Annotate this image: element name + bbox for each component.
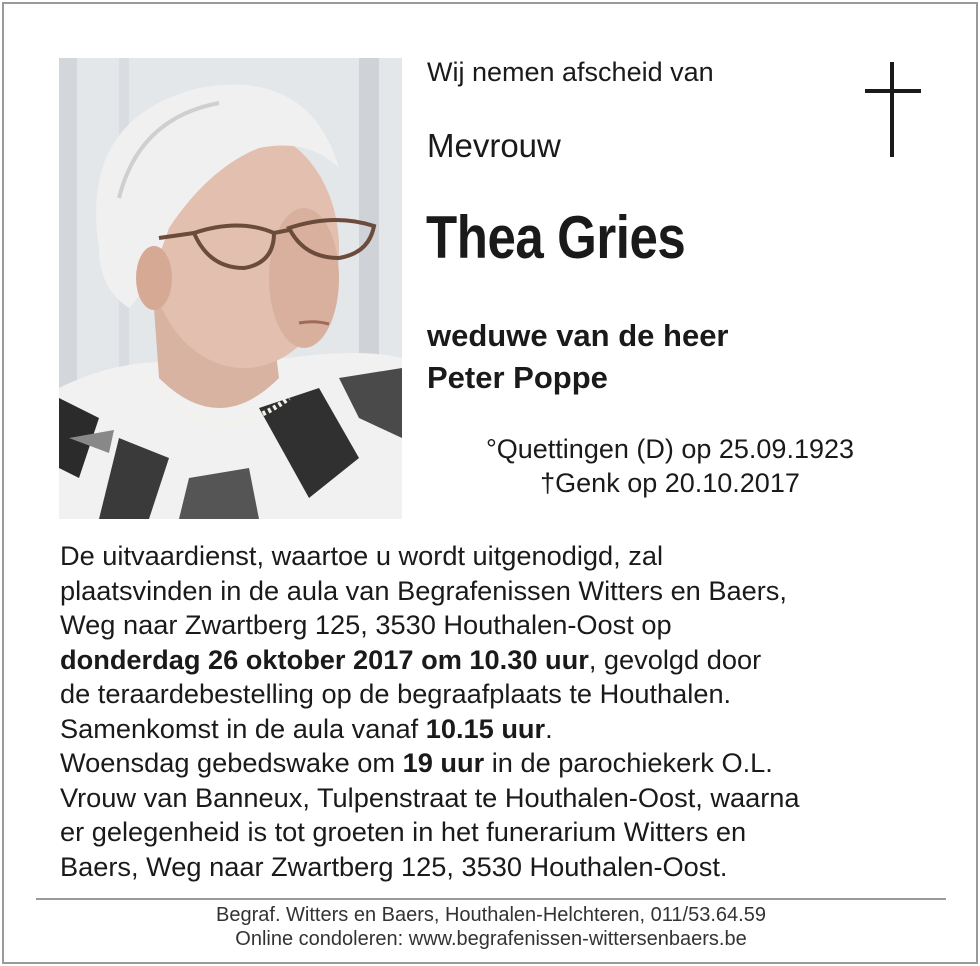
spouse-name: Peter Poppe [427,360,608,395]
vigil-time: 19 uur [402,747,485,778]
widow-line-1: weduwe van de heer [427,318,729,353]
body-line [60,712,940,747]
body-text-span: , gevolgd door [588,643,762,675]
body-line: er gelegenheid is tot groeten in het funerarium Witters en [60,816,747,847]
funeral-details [60,539,940,884]
body-line: de teraardebestelling op de begraafplaats te Houthalen. [60,678,732,709]
body-line: Weg naar Zwartberg 125, 3530 Houthalen-Oost op [60,609,672,640]
body-line [60,643,940,678]
deceased-name: Thea Gries [426,204,686,271]
cross-icon [865,62,921,157]
body-text-span: in de parochiekerk O.L. [484,747,773,778]
body-line: plaatsvinden in de aula van Begrafenissen Witters en Baers, [60,574,787,606]
body-text-span: Samenkomst in de aula vanaf [60,712,426,744]
body-line: De uitvaardienst, waartoe u wordt uitgenodigd, zal [60,540,664,571]
funeral-home-contact: Begraf. Witters en Baers, Houthalen-Helchteren, 011/53.64.59 [216,904,766,926]
online-condolence-link[interactable]: Online condoleren: www.begrafenissen-wittersenbaers.be [235,928,747,950]
body-text-span: Woensdag gebedswake om [60,747,403,778]
life-dates [440,432,900,500]
intro-text: Wij nemen afscheid van [427,57,714,87]
service-date: donderdag 26 oktober 2017 om 10.30 uur [60,643,589,675]
footer-divider [36,898,946,900]
body-line: Baers, Weg naar Zwartberg 125, 3530 Houthalen-Oost. [60,850,728,882]
body-line: Vrouw van Banneux, Tulpenstraat te Houthalen-Oost, waarna [60,781,800,813]
death-date: †Genk op 20.10.2017 [540,468,800,498]
salutation: Mevrouw [427,127,561,164]
widow-of [427,315,729,399]
gathering-time: 10.15 uur [425,712,546,744]
footer [36,903,946,951]
body-text-span: . [545,712,553,744]
body-line [60,746,940,781]
portrait-photo [59,58,402,519]
birth-date: °Quettingen (D) op 25.09.1923 [485,434,855,464]
